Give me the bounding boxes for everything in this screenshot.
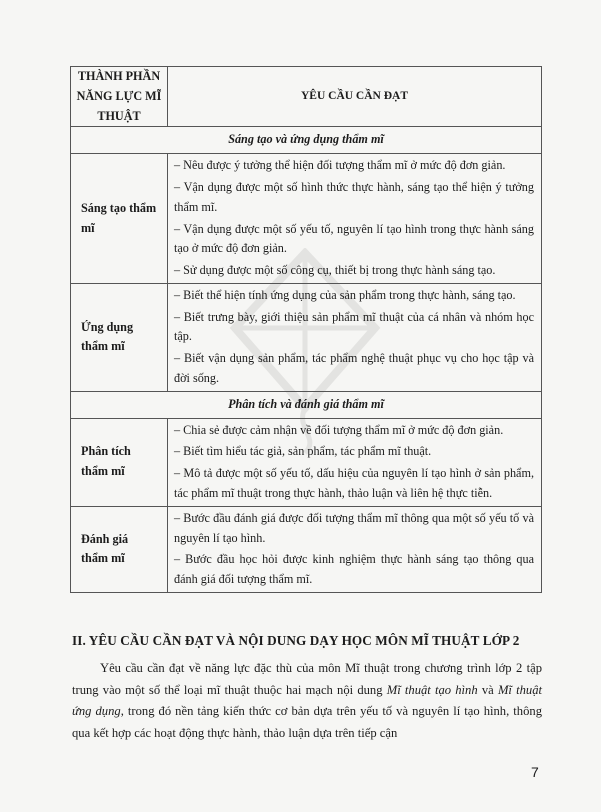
competency-name: Đánh giá thẩm mĩ <box>71 506 168 592</box>
competency-table <box>70 66 542 593</box>
requirement-item: – Biết thể hiện tính ứng dụng của sản phẩm trong thực hành, sáng tạo. <box>174 287 516 302</box>
table-row <box>71 506 542 592</box>
body-paragraph <box>72 658 542 744</box>
para-italic-1: Mĩ thuật tạo hình <box>386 682 478 697</box>
section-title: Phân tích và đánh giá thẩm mĩ <box>71 391 542 418</box>
table-row <box>71 154 542 284</box>
requirement-item: – Bước đầu học hỏi được kinh nghiệm thực hành sáng tạo thông qua đánh giá đối tượng thẩm mĩ. <box>174 552 534 587</box>
table-row <box>71 283 542 391</box>
para-text-1: Yêu cầu cần đạt về năng lực đặc thù của môn Mĩ thuật trong chương trình lớp 2 tập trung vào một số thể loại mĩ thuật thuộc hai mạch nội dung <box>72 661 542 697</box>
requirement-list <box>168 283 542 391</box>
requirement-list <box>168 418 542 506</box>
section-row <box>71 127 542 154</box>
requirement-list <box>168 506 542 592</box>
requirement-item: – Nêu được ý tưởng thể hiện đối tượng thẩm mĩ ở mức độ đơn giản. <box>174 158 506 173</box>
requirement-item: – Vận dụng được một số yếu tố, nguyên lí tạo hình trong thực hành sáng tạo ở mức độ đơn giản. <box>174 221 534 256</box>
table-header-row <box>71 67 542 127</box>
table-row <box>71 418 542 506</box>
section-title: Sáng tạo và ứng dụng thẩm mĩ <box>71 127 542 154</box>
requirement-item: – Biết tìm hiểu tác giả, sản phẩm, tác phẩm mĩ thuật. <box>174 444 432 459</box>
section-row <box>71 391 542 418</box>
requirement-item: – Chia sẻ được cảm nhận về đối tượng thẩm mĩ ở mức độ đơn giản. <box>174 422 504 437</box>
para-text-2: và <box>477 682 498 697</box>
competency-name: Phân tích thẩm mĩ <box>71 418 168 506</box>
page-number: 7 <box>531 764 539 780</box>
section-heading: II. YÊU CẦU CẦN ĐẠT VÀ NỘI DUNG DẠY HỌC MÔN MĨ THUẬT LỚP 2 <box>72 633 520 648</box>
requirement-item: – Sử dụng được một số công cụ, thiết bị trong thực hành sáng tạo. <box>174 263 496 278</box>
competency-name: Ứng dụng thẩm mĩ <box>71 283 168 391</box>
requirement-item: – Vận dụng được một số hình thức thực hành, sáng tạo thể hiện ý tưởng thẩm mĩ. <box>174 180 534 214</box>
header-competency: THÀNH PHẦN NĂNG LỰC MĨ THUẬT <box>71 67 168 127</box>
requirement-item: – Mô tả được một số yếu tố, dấu hiệu của nguyên lí tạo hình ở sản phẩm, tác phẩm mĩ thuật trong thực hành, thảo luận và liên hệ thực tiễn. <box>174 466 534 501</box>
para-italic-2: Mĩ thuật ứng dụng <box>72 682 543 718</box>
requirement-item: – Biết trưng bày, giới thiệu sản phẩm mĩ thuật của cá nhân và nhóm học tập. <box>174 309 534 344</box>
requirement-list <box>168 154 542 284</box>
competency-name: Sáng tạo thẩm mĩ <box>71 154 168 284</box>
requirement-item: – Biết vận dụng sản phẩm, tác phẩm nghệ thuật phục vụ cho học tập và đời sống. <box>174 351 534 385</box>
requirement-item: – Bước đầu đánh giá được đối tượng thẩm mĩ thông qua một số yếu tố và nguyên lí tạo hình. <box>174 510 534 545</box>
header-requirements: YÊU CẦU CẦN ĐẠT <box>168 67 542 127</box>
para-text-3: , trong đó nền tảng kiến thức cơ bản dựa trên yếu tố và nguyên lí tạo hình, thông qua kết hợp các hoạt động thực hành, thảo luận dựa trên tiếp cận <box>72 704 542 740</box>
